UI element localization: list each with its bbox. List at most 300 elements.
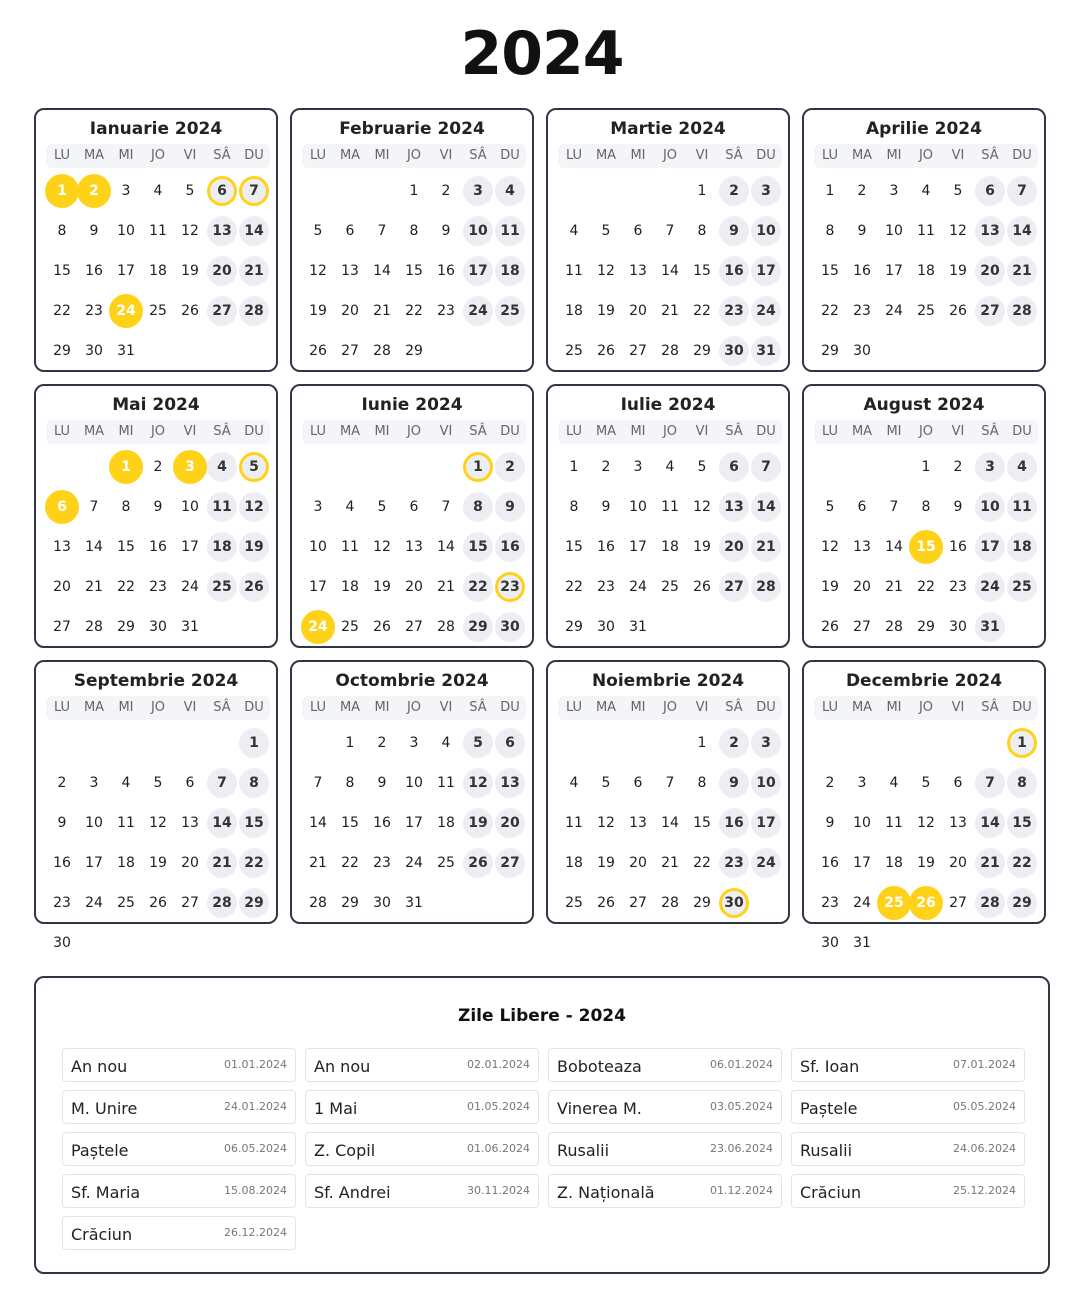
calendar-day[interactable]: 31 [853, 935, 871, 951]
weekend-day[interactable]: 26 [463, 848, 493, 878]
calendar-day[interactable]: 28 [373, 343, 391, 359]
weekend-day[interactable]: 12 [239, 492, 269, 522]
weekend-day[interactable]: 18 [207, 532, 237, 562]
calendar-day[interactable]: 17 [629, 539, 647, 555]
calendar-day[interactable]: 16 [85, 263, 103, 279]
calendar-day[interactable]: 6 [857, 499, 867, 515]
calendar-day[interactable]: 29 [693, 343, 711, 359]
calendar-day[interactable]: 17 [181, 539, 199, 555]
holiday-day[interactable]: 24 [111, 296, 141, 326]
weekend-day[interactable]: 5 [463, 728, 493, 758]
calendar-day[interactable]: 24 [85, 895, 103, 911]
weekend-day[interactable]: 29 [239, 888, 269, 918]
weekend-day[interactable]: 25 [1007, 572, 1037, 602]
calendar-day[interactable]: 1 [345, 735, 355, 751]
calendar-day[interactable]: 11 [117, 815, 135, 831]
weekend-day[interactable]: 11 [495, 216, 525, 246]
calendar-day[interactable]: 14 [437, 539, 455, 555]
calendar-day[interactable]: 29 [821, 343, 839, 359]
calendar-day[interactable]: 25 [565, 895, 583, 911]
calendar-day[interactable]: 2 [441, 183, 451, 199]
calendar-day[interactable]: 24 [885, 303, 903, 319]
calendar-day[interactable]: 8 [121, 499, 131, 515]
calendar-day[interactable]: 1 [697, 183, 707, 199]
calendar-day[interactable]: 23 [53, 895, 71, 911]
weekend-day[interactable]: 4 [207, 452, 237, 482]
weekend-day[interactable]: 22 [463, 572, 493, 602]
calendar-day[interactable]: 27 [629, 895, 647, 911]
calendar-day[interactable]: 19 [693, 539, 711, 555]
calendar-day[interactable]: 6 [409, 499, 419, 515]
calendar-day[interactable]: 18 [917, 263, 935, 279]
calendar-day[interactable]: 27 [949, 895, 967, 911]
calendar-day[interactable]: 19 [309, 303, 327, 319]
calendar-day[interactable]: 8 [409, 223, 419, 239]
calendar-day[interactable]: 20 [53, 579, 71, 595]
calendar-day[interactable]: 25 [917, 303, 935, 319]
calendar-day[interactable]: 22 [693, 855, 711, 871]
calendar-day[interactable]: 13 [341, 263, 359, 279]
calendar-day[interactable]: 13 [949, 815, 967, 831]
calendar-day[interactable]: 20 [949, 855, 967, 871]
calendar-day[interactable]: 12 [693, 499, 711, 515]
weekend-day[interactable]: 25 [495, 296, 525, 326]
calendar-day[interactable]: 7 [665, 223, 675, 239]
calendar-day[interactable]: 30 [597, 619, 615, 635]
calendar-day[interactable]: 8 [57, 223, 67, 239]
calendar-day[interactable]: 4 [665, 459, 675, 475]
calendar-day[interactable]: 20 [629, 303, 647, 319]
calendar-day[interactable]: 19 [949, 263, 967, 279]
calendar-day[interactable]: 27 [181, 895, 199, 911]
weekend-day[interactable]: 10 [463, 216, 493, 246]
calendar-day[interactable]: 2 [601, 459, 611, 475]
calendar-day[interactable]: 11 [661, 499, 679, 515]
calendar-day[interactable]: 3 [313, 499, 323, 515]
calendar-day[interactable]: 18 [565, 303, 583, 319]
holiday-day[interactable]: 3 [175, 452, 205, 482]
weekend-day[interactable]: 14 [207, 808, 237, 838]
calendar-day[interactable]: 17 [117, 263, 135, 279]
calendar-day[interactable]: 3 [889, 183, 899, 199]
calendar-day[interactable]: 26 [949, 303, 967, 319]
calendar-day[interactable]: 13 [181, 815, 199, 831]
calendar-day[interactable]: 12 [149, 815, 167, 831]
calendar-day[interactable]: 18 [437, 815, 455, 831]
calendar-day[interactable]: 15 [693, 815, 711, 831]
calendar-day[interactable]: 7 [665, 775, 675, 791]
calendar-day[interactable]: 21 [437, 579, 455, 595]
weekend-day[interactable]: 9 [719, 768, 749, 798]
weekend-day[interactable]: 17 [751, 256, 781, 286]
calendar-day[interactable]: 20 [629, 855, 647, 871]
calendar-day[interactable]: 6 [633, 775, 643, 791]
weekend-day[interactable]: 8 [239, 768, 269, 798]
calendar-day[interactable]: 17 [405, 815, 423, 831]
calendar-day[interactable]: 7 [377, 223, 387, 239]
calendar-day[interactable]: 29 [117, 619, 135, 635]
calendar-day[interactable]: 30 [949, 619, 967, 635]
weekend-day[interactable]: 31 [751, 336, 781, 366]
calendar-day[interactable]: 9 [825, 815, 835, 831]
calendar-day[interactable]: 15 [565, 539, 583, 555]
calendar-day[interactable]: 5 [377, 499, 387, 515]
calendar-day[interactable]: 15 [53, 263, 71, 279]
weekend-day[interactable]: 28 [1007, 296, 1037, 326]
holiday-day[interactable]: 25 [879, 888, 909, 918]
weekend-day[interactable]: 15 [1007, 808, 1037, 838]
calendar-day[interactable]: 4 [153, 183, 163, 199]
weekend-day[interactable]: 7 [1007, 176, 1037, 206]
calendar-day[interactable]: 27 [853, 619, 871, 635]
weekend-day[interactable]: 4 [1007, 452, 1037, 482]
calendar-day[interactable]: 22 [565, 579, 583, 595]
calendar-day[interactable]: 15 [405, 263, 423, 279]
weekend-day[interactable]: 24 [751, 296, 781, 326]
calendar-day[interactable]: 13 [405, 539, 423, 555]
calendar-day[interactable]: 14 [661, 815, 679, 831]
weekend-day[interactable]: 17 [975, 532, 1005, 562]
calendar-day[interactable]: 26 [373, 619, 391, 635]
calendar-day[interactable]: 8 [569, 499, 579, 515]
calendar-day[interactable]: 15 [693, 263, 711, 279]
weekend-day[interactable]: 27 [719, 572, 749, 602]
calendar-day[interactable]: 4 [889, 775, 899, 791]
holiday-day[interactable]: 5 [239, 452, 269, 482]
calendar-day[interactable]: 28 [85, 619, 103, 635]
weekend-day[interactable]: 10 [751, 768, 781, 798]
calendar-day[interactable]: 13 [53, 539, 71, 555]
calendar-day[interactable]: 28 [661, 895, 679, 911]
calendar-day[interactable]: 9 [57, 815, 67, 831]
calendar-day[interactable]: 28 [661, 343, 679, 359]
calendar-day[interactable]: 4 [921, 183, 931, 199]
weekend-day[interactable]: 13 [719, 492, 749, 522]
calendar-day[interactable]: 9 [153, 499, 163, 515]
calendar-day[interactable]: 27 [629, 343, 647, 359]
weekend-day[interactable]: 14 [751, 492, 781, 522]
calendar-day[interactable]: 16 [149, 539, 167, 555]
calendar-day[interactable]: 20 [853, 579, 871, 595]
weekend-day[interactable]: 20 [975, 256, 1005, 286]
calendar-day[interactable]: 16 [53, 855, 71, 871]
calendar-day[interactable]: 10 [629, 499, 647, 515]
weekend-day[interactable]: 19 [463, 808, 493, 838]
calendar-day[interactable]: 10 [853, 815, 871, 831]
calendar-day[interactable]: 16 [437, 263, 455, 279]
calendar-day[interactable]: 5 [153, 775, 163, 791]
calendar-day[interactable]: 11 [341, 539, 359, 555]
weekend-day[interactable]: 3 [751, 176, 781, 206]
calendar-day[interactable]: 8 [697, 223, 707, 239]
calendar-day[interactable]: 8 [825, 223, 835, 239]
calendar-day[interactable]: 26 [597, 895, 615, 911]
calendar-day[interactable]: 6 [345, 223, 355, 239]
weekend-day[interactable]: 10 [751, 216, 781, 246]
weekend-day[interactable]: 24 [975, 572, 1005, 602]
calendar-day[interactable]: 13 [853, 539, 871, 555]
calendar-day[interactable]: 9 [601, 499, 611, 515]
weekend-day[interactable]: 18 [1007, 532, 1037, 562]
calendar-day[interactable]: 25 [661, 579, 679, 595]
weekend-day[interactable]: 26 [239, 572, 269, 602]
calendar-day[interactable]: 22 [405, 303, 423, 319]
weekend-day[interactable]: 21 [751, 532, 781, 562]
weekend-day[interactable]: 28 [975, 888, 1005, 918]
calendar-day[interactable]: 14 [373, 263, 391, 279]
calendar-day[interactable]: 5 [825, 499, 835, 515]
calendar-day[interactable]: 9 [857, 223, 867, 239]
calendar-day[interactable]: 2 [57, 775, 67, 791]
calendar-day[interactable]: 17 [885, 263, 903, 279]
calendar-day[interactable]: 28 [437, 619, 455, 635]
weekend-day[interactable]: 21 [239, 256, 269, 286]
calendar-day[interactable]: 11 [149, 223, 167, 239]
calendar-day[interactable]: 29 [917, 619, 935, 635]
holiday-day[interactable]: 15 [911, 532, 941, 562]
calendar-day[interactable]: 29 [405, 343, 423, 359]
calendar-day[interactable]: 10 [181, 499, 199, 515]
calendar-day[interactable]: 12 [181, 223, 199, 239]
weekend-day[interactable]: 4 [495, 176, 525, 206]
calendar-day[interactable]: 18 [117, 855, 135, 871]
calendar-day[interactable]: 1 [825, 183, 835, 199]
calendar-day[interactable]: 29 [565, 619, 583, 635]
weekend-day[interactable]: 31 [975, 612, 1005, 642]
calendar-day[interactable]: 25 [149, 303, 167, 319]
calendar-day[interactable]: 16 [949, 539, 967, 555]
calendar-day[interactable]: 30 [373, 895, 391, 911]
calendar-day[interactable]: 8 [345, 775, 355, 791]
calendar-day[interactable]: 16 [821, 855, 839, 871]
calendar-day[interactable]: 26 [597, 343, 615, 359]
weekend-day[interactable]: 22 [1007, 848, 1037, 878]
weekend-day[interactable]: 15 [463, 532, 493, 562]
calendar-day[interactable]: 5 [601, 223, 611, 239]
weekend-day[interactable]: 7 [751, 452, 781, 482]
calendar-day[interactable]: 18 [341, 579, 359, 595]
calendar-day[interactable]: 3 [89, 775, 99, 791]
calendar-day[interactable]: 25 [117, 895, 135, 911]
weekend-day[interactable]: 13 [495, 768, 525, 798]
weekend-day[interactable]: 18 [495, 256, 525, 286]
calendar-day[interactable]: 20 [181, 855, 199, 871]
calendar-day[interactable]: 12 [821, 539, 839, 555]
calendar-day[interactable]: 13 [629, 815, 647, 831]
calendar-day[interactable]: 12 [949, 223, 967, 239]
calendar-day[interactable]: 7 [313, 775, 323, 791]
calendar-day[interactable]: 5 [601, 775, 611, 791]
weekend-day[interactable]: 7 [207, 768, 237, 798]
calendar-day[interactable]: 7 [889, 499, 899, 515]
weekend-day[interactable]: 20 [495, 808, 525, 838]
calendar-day[interactable]: 6 [633, 223, 643, 239]
calendar-day[interactable]: 24 [629, 579, 647, 595]
weekend-day[interactable]: 16 [719, 808, 749, 838]
holiday-day[interactable]: 1 [111, 452, 141, 482]
holiday-day[interactable]: 7 [239, 176, 269, 206]
calendar-day[interactable]: 12 [309, 263, 327, 279]
calendar-day[interactable]: 18 [885, 855, 903, 871]
calendar-day[interactable]: 16 [373, 815, 391, 831]
weekend-day[interactable]: 8 [1007, 768, 1037, 798]
calendar-day[interactable]: 31 [405, 895, 423, 911]
calendar-day[interactable]: 21 [661, 855, 679, 871]
weekend-day[interactable]: 30 [719, 336, 749, 366]
calendar-day[interactable]: 29 [693, 895, 711, 911]
calendar-day[interactable]: 10 [405, 775, 423, 791]
calendar-day[interactable]: 31 [181, 619, 199, 635]
calendar-day[interactable]: 6 [953, 775, 963, 791]
holiday-day[interactable]: 1 [1007, 728, 1037, 758]
holiday-day[interactable]: 2 [79, 176, 109, 206]
weekend-day[interactable]: 3 [975, 452, 1005, 482]
weekend-day[interactable]: 7 [975, 768, 1005, 798]
calendar-day[interactable]: 11 [885, 815, 903, 831]
calendar-day[interactable]: 5 [313, 223, 323, 239]
weekend-day[interactable]: 13 [207, 216, 237, 246]
weekend-day[interactable]: 13 [975, 216, 1005, 246]
weekend-day[interactable]: 11 [207, 492, 237, 522]
calendar-day[interactable]: 4 [569, 775, 579, 791]
calendar-day[interactable]: 7 [441, 499, 451, 515]
weekend-day[interactable]: 29 [463, 612, 493, 642]
weekend-day[interactable]: 10 [975, 492, 1005, 522]
calendar-day[interactable]: 1 [921, 459, 931, 475]
calendar-day[interactable]: 21 [309, 855, 327, 871]
calendar-day[interactable]: 30 [821, 935, 839, 951]
calendar-day[interactable]: 14 [85, 539, 103, 555]
calendar-day[interactable]: 5 [921, 775, 931, 791]
calendar-day[interactable]: 5 [185, 183, 195, 199]
calendar-day[interactable]: 5 [697, 459, 707, 475]
calendar-day[interactable]: 5 [953, 183, 963, 199]
weekend-day[interactable]: 1 [239, 728, 269, 758]
calendar-day[interactable]: 20 [341, 303, 359, 319]
calendar-day[interactable]: 16 [853, 263, 871, 279]
calendar-day[interactable]: 25 [437, 855, 455, 871]
weekend-day[interactable]: 14 [1007, 216, 1037, 246]
calendar-day[interactable]: 21 [885, 579, 903, 595]
calendar-day[interactable]: 26 [309, 343, 327, 359]
calendar-day[interactable]: 3 [121, 183, 131, 199]
calendar-day[interactable]: 14 [661, 263, 679, 279]
calendar-day[interactable]: 19 [821, 579, 839, 595]
calendar-day[interactable]: 11 [917, 223, 935, 239]
calendar-day[interactable]: 2 [953, 459, 963, 475]
weekend-day[interactable]: 25 [207, 572, 237, 602]
calendar-day[interactable]: 22 [53, 303, 71, 319]
calendar-day[interactable]: 19 [597, 855, 615, 871]
weekend-day[interactable]: 28 [751, 572, 781, 602]
holiday-day[interactable]: 6 [47, 492, 77, 522]
weekend-day[interactable]: 30 [495, 612, 525, 642]
calendar-day[interactable]: 19 [373, 579, 391, 595]
calendar-day[interactable]: 23 [373, 855, 391, 871]
weekend-day[interactable]: 15 [239, 808, 269, 838]
calendar-day[interactable]: 23 [437, 303, 455, 319]
calendar-day[interactable]: 9 [441, 223, 451, 239]
calendar-day[interactable]: 2 [825, 775, 835, 791]
calendar-day[interactable]: 1 [697, 735, 707, 751]
calendar-day[interactable]: 15 [821, 263, 839, 279]
calendar-day[interactable]: 15 [117, 539, 135, 555]
calendar-day[interactable]: 7 [89, 499, 99, 515]
weekend-day[interactable]: 9 [495, 492, 525, 522]
weekend-day[interactable]: 21 [975, 848, 1005, 878]
calendar-day[interactable]: 16 [597, 539, 615, 555]
weekend-day[interactable]: 27 [975, 296, 1005, 326]
weekend-day[interactable]: 6 [719, 452, 749, 482]
calendar-day[interactable]: 2 [377, 735, 387, 751]
holiday-day[interactable]: 23 [495, 572, 525, 602]
weekend-day[interactable]: 23 [719, 296, 749, 326]
weekend-day[interactable]: 9 [719, 216, 749, 246]
holiday-day[interactable]: 1 [47, 176, 77, 206]
weekend-day[interactable]: 8 [463, 492, 493, 522]
weekend-day[interactable]: 27 [207, 296, 237, 326]
calendar-day[interactable]: 21 [85, 579, 103, 595]
calendar-day[interactable]: 23 [597, 579, 615, 595]
holiday-day[interactable]: 24 [303, 612, 333, 642]
weekend-day[interactable]: 27 [495, 848, 525, 878]
calendar-day[interactable]: 18 [565, 855, 583, 871]
calendar-day[interactable]: 22 [917, 579, 935, 595]
calendar-day[interactable]: 25 [341, 619, 359, 635]
calendar-day[interactable]: 11 [565, 815, 583, 831]
weekend-day[interactable]: 17 [463, 256, 493, 286]
calendar-day[interactable]: 30 [149, 619, 167, 635]
calendar-day[interactable]: 10 [85, 815, 103, 831]
calendar-day[interactable]: 23 [149, 579, 167, 595]
calendar-day[interactable]: 15 [341, 815, 359, 831]
calendar-day[interactable]: 26 [693, 579, 711, 595]
weekend-day[interactable]: 16 [719, 256, 749, 286]
calendar-day[interactable]: 14 [309, 815, 327, 831]
weekend-day[interactable]: 24 [751, 848, 781, 878]
calendar-day[interactable]: 30 [853, 343, 871, 359]
calendar-day[interactable]: 19 [149, 855, 167, 871]
weekend-day[interactable]: 3 [463, 176, 493, 206]
calendar-day[interactable]: 1 [569, 459, 579, 475]
holiday-day[interactable]: 1 [463, 452, 493, 482]
calendar-day[interactable]: 9 [953, 499, 963, 515]
calendar-day[interactable]: 3 [633, 459, 643, 475]
weekend-day[interactable]: 17 [751, 808, 781, 838]
weekend-day[interactable]: 20 [207, 256, 237, 286]
weekend-day[interactable]: 21 [1007, 256, 1037, 286]
calendar-day[interactable]: 9 [377, 775, 387, 791]
calendar-day[interactable]: 4 [441, 735, 451, 751]
calendar-day[interactable]: 10 [117, 223, 135, 239]
holiday-day[interactable]: 30 [719, 888, 749, 918]
weekend-day[interactable]: 19 [239, 532, 269, 562]
calendar-day[interactable]: 30 [85, 343, 103, 359]
calendar-day[interactable]: 28 [309, 895, 327, 911]
calendar-day[interactable]: 23 [949, 579, 967, 595]
weekend-day[interactable]: 14 [239, 216, 269, 246]
calendar-day[interactable]: 3 [857, 775, 867, 791]
calendar-day[interactable]: 23 [821, 895, 839, 911]
calendar-day[interactable]: 22 [117, 579, 135, 595]
calendar-day[interactable]: 20 [405, 579, 423, 595]
weekend-day[interactable]: 11 [1007, 492, 1037, 522]
calendar-day[interactable]: 8 [921, 499, 931, 515]
calendar-day[interactable]: 4 [569, 223, 579, 239]
calendar-day[interactable]: 26 [181, 303, 199, 319]
calendar-day[interactable]: 25 [565, 343, 583, 359]
calendar-day[interactable]: 26 [149, 895, 167, 911]
